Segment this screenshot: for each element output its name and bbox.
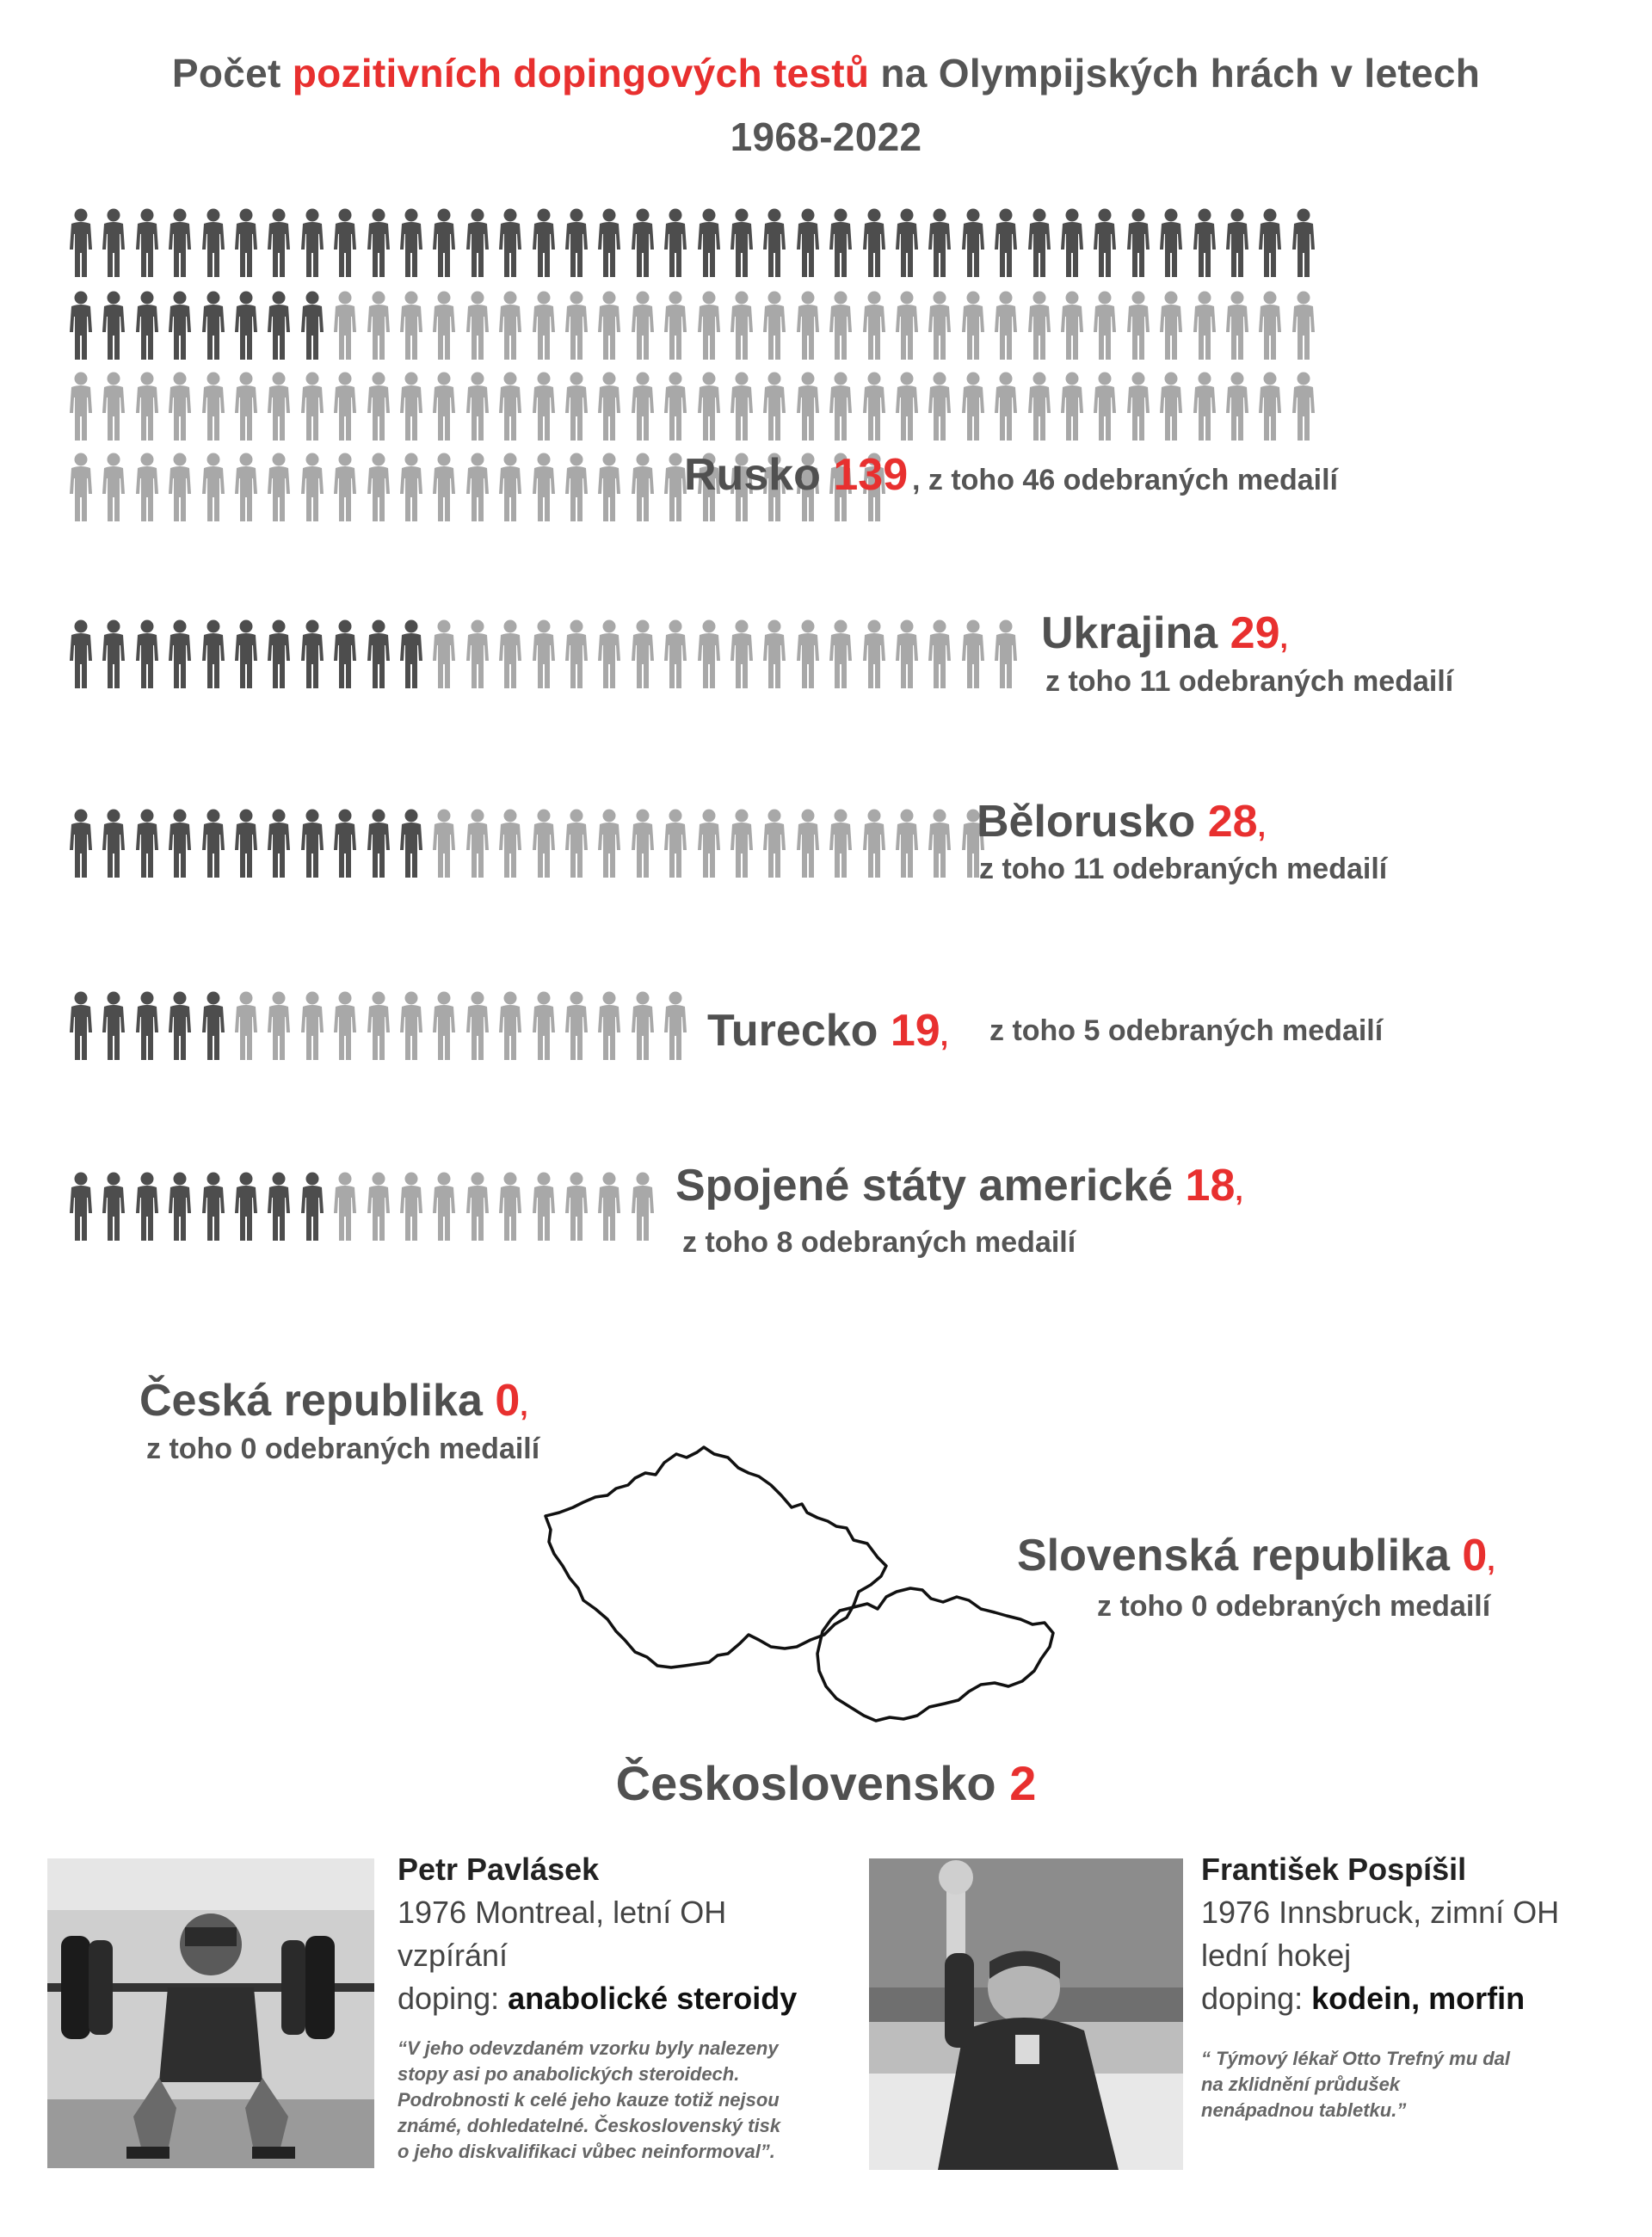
- person-icon-positive-test: [564, 809, 589, 878]
- label-usa: [675, 1160, 1243, 1217]
- icon-row-rusko-1: [69, 208, 1324, 277]
- person-icon-positive-test: [862, 809, 886, 878]
- person-icon-positive-test: [762, 619, 786, 688]
- label-russia: [684, 449, 908, 501]
- person-icon-medal-revoked: [69, 1172, 93, 1241]
- country-tests: 0: [495, 1376, 521, 1426]
- person-icon-medal-revoked: [1193, 208, 1217, 277]
- photo-weightlifter: [47, 1858, 374, 2168]
- person-icon-positive-test: [961, 291, 985, 360]
- person-icon-positive-test: [697, 372, 721, 441]
- person-icon-medal-revoked: [135, 208, 159, 277]
- person-icon-medal-revoked: [862, 208, 886, 277]
- country-tests: 0: [1462, 1531, 1488, 1581]
- czechoslovakia-title: [0, 1755, 1652, 1811]
- person-icon-positive-test: [928, 372, 952, 441]
- person-icon-positive-test: [300, 991, 324, 1060]
- person-icon-medal-revoked: [168, 619, 192, 688]
- person-icon-medal-revoked: [1225, 208, 1249, 277]
- person-icon-positive-test: [862, 372, 886, 441]
- person-icon-medal-revoked: [333, 208, 357, 277]
- person-icon-medal-revoked: [168, 208, 192, 277]
- person-icon-positive-test: [201, 372, 225, 441]
- person-icon-medal-revoked: [168, 809, 192, 878]
- hockey-illustration: [869, 1858, 1183, 2170]
- person-icon-positive-test: [333, 453, 357, 521]
- case2-name: František Pospíšil: [1201, 1852, 1467, 1887]
- sub-usa: z toho 8 odebraných medailí: [682, 1226, 1076, 1259]
- person-icon-positive-test: [432, 291, 456, 360]
- country-comma: ,: [940, 1020, 949, 1052]
- person-icon-positive-test: [697, 619, 721, 688]
- person-icon-medal-revoked: [961, 208, 985, 277]
- country-name: Ukrajina: [1041, 608, 1230, 658]
- person-icon-positive-test: [1225, 291, 1249, 360]
- person-icon-positive-test: [333, 991, 357, 1060]
- person-icon-positive-test: [498, 1172, 522, 1241]
- person-icon-positive-test: [631, 372, 655, 441]
- person-icon-medal-revoked: [333, 619, 357, 688]
- case2-quote-line-2: na zklidnění průdušek: [1201, 2074, 1401, 2095]
- person-icon-medal-revoked: [1159, 208, 1183, 277]
- person-icon-positive-test: [564, 619, 589, 688]
- person-icon-medal-revoked: [69, 991, 93, 1060]
- person-icon-positive-test: [796, 372, 820, 441]
- person-icon-positive-test: [367, 291, 391, 360]
- person-icon-positive-test: [532, 1172, 556, 1241]
- person-icon-positive-test: [532, 291, 556, 360]
- person-icon-medal-revoked: [399, 208, 423, 277]
- country-name: Rusko: [684, 450, 821, 500]
- person-icon-positive-test: [829, 809, 853, 878]
- person-icon-medal-revoked: [69, 619, 93, 688]
- person-icon-positive-test: [631, 291, 655, 360]
- sub-russia: , z toho 46 odebraných medailí: [912, 464, 1338, 496]
- person-icon-medal-revoked: [102, 291, 126, 360]
- person-icon-positive-test: [796, 619, 820, 688]
- case1-games: 1976 Montreal, letní OH: [398, 1895, 727, 1930]
- person-icon-positive-test: [498, 619, 522, 688]
- person-icon-positive-test: [1126, 291, 1150, 360]
- person-icon-medal-revoked: [333, 809, 357, 878]
- person-icon-positive-test: [597, 372, 621, 441]
- title-years: 1968-2022: [730, 114, 922, 159]
- case2-games: 1976 Innsbruck, zimní OH: [1201, 1895, 1560, 1930]
- icon-row-rusko-2: [69, 291, 1324, 360]
- person-icon-positive-test: [1060, 372, 1084, 441]
- person-icon-medal-revoked: [367, 208, 391, 277]
- person-icon-positive-test: [796, 291, 820, 360]
- chart-title: [86, 41, 1566, 169]
- case1-quote-line-4: známé, dohledatelné. Československý tisk: [398, 2115, 781, 2136]
- weightlifter-illustration: [47, 1858, 374, 2168]
- person-icon-positive-test: [498, 991, 522, 1060]
- person-icon-positive-test: [895, 291, 919, 360]
- person-icon-positive-test: [564, 453, 589, 521]
- person-icon-medal-revoked: [102, 1172, 126, 1241]
- person-icon-positive-test: [564, 372, 589, 441]
- person-icon-positive-test: [432, 372, 456, 441]
- country-comma: ,: [1279, 622, 1288, 655]
- person-icon-positive-test: [895, 619, 919, 688]
- doping-label: doping:: [1201, 1981, 1312, 2016]
- person-icon-medal-revoked: [135, 1172, 159, 1241]
- person-icon-positive-test: [1126, 372, 1150, 441]
- person-icon-positive-test: [994, 619, 1018, 688]
- person-icon-medal-revoked: [1060, 208, 1084, 277]
- person-icon-positive-test: [994, 291, 1018, 360]
- person-icon-medal-revoked: [895, 208, 919, 277]
- person-icon-medal-revoked: [201, 809, 225, 878]
- cs-tests: 2: [1009, 1756, 1037, 1810]
- person-icon-medal-revoked: [267, 809, 291, 878]
- person-icon-positive-test: [1093, 372, 1117, 441]
- person-icon-medal-revoked: [201, 208, 225, 277]
- person-icon-positive-test: [201, 453, 225, 521]
- person-icon-positive-test: [697, 809, 721, 878]
- person-icon-medal-revoked: [102, 809, 126, 878]
- person-icon-medal-revoked: [399, 809, 423, 878]
- person-icon-positive-test: [399, 1172, 423, 1241]
- person-icon-positive-test: [631, 1172, 655, 1241]
- case1-quote-line-2: stopy asi po anabolických steroidech.: [398, 2063, 740, 2085]
- person-icon-medal-revoked: [300, 619, 324, 688]
- person-icon-positive-test: [1193, 291, 1217, 360]
- icon-row-rusko-3: [69, 372, 1324, 441]
- country-tests: 18: [1185, 1161, 1236, 1211]
- person-icon-positive-test: [399, 991, 423, 1060]
- person-icon-positive-test: [663, 372, 687, 441]
- title-part1: Počet: [171, 51, 293, 96]
- person-icon-medal-revoked: [300, 208, 324, 277]
- sub-czech: z toho 0 odebraných medailí: [146, 1433, 540, 1465]
- person-icon-positive-test: [928, 619, 952, 688]
- case1-name: Petr Pavlásek: [398, 1852, 600, 1887]
- label-belarus: [977, 796, 1266, 853]
- person-icon-positive-test: [631, 619, 655, 688]
- person-icon-positive-test: [829, 619, 853, 688]
- sub-belarus: z toho 11 odebraných medailí: [979, 853, 1388, 885]
- doping-substance: kodein, morfin: [1311, 1981, 1526, 2016]
- person-icon-positive-test: [1258, 372, 1282, 441]
- person-icon-medal-revoked: [267, 208, 291, 277]
- person-icon-medal-revoked: [234, 1172, 258, 1241]
- person-icon-positive-test: [928, 291, 952, 360]
- person-icon-medal-revoked: [168, 291, 192, 360]
- title-highlight: pozitivních dopingových testů: [292, 51, 870, 96]
- slovakia-outline: [817, 1588, 1053, 1721]
- person-icon-positive-test: [1060, 291, 1084, 360]
- person-icon-positive-test: [465, 1172, 490, 1241]
- person-icon-positive-test: [730, 809, 754, 878]
- person-icon-positive-test: [498, 291, 522, 360]
- person-icon-positive-test: [1159, 372, 1183, 441]
- person-icon-positive-test: [267, 991, 291, 1060]
- doping-label: doping:: [398, 1981, 509, 2016]
- country-name: Spojené státy americké: [675, 1161, 1174, 1211]
- case1-quote-line-3: Podrobnosti k celé jeho kauze totiž nejsou: [398, 2089, 780, 2111]
- person-icon-positive-test: [762, 291, 786, 360]
- person-icon-positive-test: [102, 453, 126, 521]
- person-icon-medal-revoked: [697, 208, 721, 277]
- person-icon-positive-test: [862, 291, 886, 360]
- label-slovakia: [1017, 1530, 1495, 1587]
- cs-name: Československo: [615, 1756, 996, 1810]
- person-icon-medal-revoked: [201, 991, 225, 1060]
- person-icon-medal-revoked: [102, 991, 126, 1060]
- person-icon-positive-test: [597, 619, 621, 688]
- person-icon-positive-test: [1225, 372, 1249, 441]
- person-icon-positive-test: [762, 809, 786, 878]
- person-icon-positive-test: [300, 453, 324, 521]
- person-icon-medal-revoked: [399, 619, 423, 688]
- person-icon-positive-test: [267, 372, 291, 441]
- person-icon-positive-test: [367, 991, 391, 1060]
- person-icon-medal-revoked: [367, 809, 391, 878]
- person-icon-medal-revoked: [730, 208, 754, 277]
- person-icon-positive-test: [432, 809, 456, 878]
- sub-ukraine: z toho 11 odebraných medailí: [1045, 665, 1454, 698]
- case2-sport: lední hokej: [1201, 1938, 1352, 1973]
- person-icon-medal-revoked: [267, 291, 291, 360]
- person-icon-positive-test: [69, 453, 93, 521]
- person-icon-medal-revoked: [135, 291, 159, 360]
- label-czech: [139, 1375, 528, 1432]
- person-icon-medal-revoked: [168, 1172, 192, 1241]
- person-icon-medal-revoked: [300, 1172, 324, 1241]
- person-icon-positive-test: [1027, 291, 1051, 360]
- label-turkey: [707, 1005, 948, 1062]
- case2-quote-line-1: “ Týmový lékař Otto Trefný mu dal: [1201, 2048, 1511, 2069]
- person-icon-positive-test: [367, 453, 391, 521]
- person-icon-medal-revoked: [234, 809, 258, 878]
- person-icon-positive-test: [532, 809, 556, 878]
- person-icon-medal-revoked: [69, 291, 93, 360]
- person-icon-medal-revoked: [69, 208, 93, 277]
- person-icon-positive-test: [399, 453, 423, 521]
- person-icon-medal-revoked: [597, 208, 621, 277]
- person-icon-positive-test: [663, 809, 687, 878]
- person-icon-positive-test: [829, 372, 853, 441]
- person-icon-medal-revoked: [994, 208, 1018, 277]
- person-icon-positive-test: [399, 291, 423, 360]
- person-icon-positive-test: [532, 991, 556, 1060]
- person-icon-positive-test: [333, 1172, 357, 1241]
- person-icon-positive-test: [1093, 291, 1117, 360]
- person-icon-positive-test: [432, 619, 456, 688]
- person-icon-positive-test: [631, 991, 655, 1060]
- case1-sport: vzpírání: [398, 1938, 509, 1973]
- sub-slovakia: z toho 0 odebraných medailí: [1097, 1590, 1491, 1623]
- person-icon-positive-test: [234, 372, 258, 441]
- person-icon-positive-test: [597, 991, 621, 1060]
- person-icon-positive-test: [465, 619, 490, 688]
- person-icon-medal-revoked: [135, 619, 159, 688]
- country-comma: ,: [520, 1390, 528, 1422]
- person-icon-positive-test: [432, 991, 456, 1060]
- case1-doping: [398, 1977, 797, 2020]
- person-icon-medal-revoked: [1027, 208, 1051, 277]
- country-comma: ,: [1487, 1544, 1495, 1577]
- person-icon-positive-test: [432, 453, 456, 521]
- person-icon-positive-test: [928, 809, 952, 878]
- person-icon-positive-test: [961, 372, 985, 441]
- person-icon-positive-test: [300, 372, 324, 441]
- person-icon-positive-test: [796, 809, 820, 878]
- person-icon-medal-revoked: [234, 619, 258, 688]
- person-icon-medal-revoked: [168, 991, 192, 1060]
- person-icon-positive-test: [597, 291, 621, 360]
- person-icon-medal-revoked: [796, 208, 820, 277]
- person-icon-medal-revoked: [498, 208, 522, 277]
- person-icon-positive-test: [367, 372, 391, 441]
- person-icon-medal-revoked: [102, 619, 126, 688]
- person-icon-medal-revoked: [631, 208, 655, 277]
- person-icon-positive-test: [498, 453, 522, 521]
- person-icon-positive-test: [961, 619, 985, 688]
- country-name: Česká republika: [139, 1376, 483, 1426]
- label-ukraine: [1041, 607, 1288, 664]
- person-icon-positive-test: [333, 372, 357, 441]
- czech-slovak-map: [533, 1428, 1084, 1738]
- person-icon-medal-revoked: [829, 208, 853, 277]
- person-icon-positive-test: [532, 453, 556, 521]
- person-icon-positive-test: [432, 1172, 456, 1241]
- person-icon-positive-test: [597, 809, 621, 878]
- person-icon-medal-revoked: [532, 208, 556, 277]
- person-icon-medal-revoked: [300, 809, 324, 878]
- person-icon-positive-test: [895, 372, 919, 441]
- person-icon-positive-test: [498, 809, 522, 878]
- person-icon-medal-revoked: [267, 619, 291, 688]
- person-icon-positive-test: [697, 291, 721, 360]
- country-tests: 28: [1207, 797, 1258, 847]
- person-icon-positive-test: [465, 991, 490, 1060]
- country-comma: ,: [1257, 810, 1267, 843]
- person-icon-positive-test: [399, 372, 423, 441]
- person-icon-positive-test: [1291, 291, 1316, 360]
- person-icon-positive-test: [498, 372, 522, 441]
- person-icon-medal-revoked: [663, 208, 687, 277]
- person-icon-positive-test: [69, 372, 93, 441]
- czech-outline: [546, 1447, 886, 1667]
- person-icon-medal-revoked: [201, 291, 225, 360]
- country-tests: 19: [890, 1006, 940, 1056]
- person-icon-medal-revoked: [432, 208, 456, 277]
- person-icon-positive-test: [730, 372, 754, 441]
- country-name: Slovenská republika: [1017, 1531, 1450, 1581]
- person-icon-positive-test: [663, 991, 687, 1060]
- person-icon-medal-revoked: [564, 208, 589, 277]
- person-icon-medal-revoked: [300, 291, 324, 360]
- person-icon-positive-test: [465, 291, 490, 360]
- person-icon-medal-revoked: [135, 809, 159, 878]
- person-icon-medal-revoked: [762, 208, 786, 277]
- person-icon-positive-test: [564, 291, 589, 360]
- person-icon-medal-revoked: [201, 619, 225, 688]
- country-name: Bělorusko: [977, 797, 1196, 847]
- person-icon-positive-test: [994, 372, 1018, 441]
- person-icon-positive-test: [1291, 372, 1316, 441]
- case2-doping: [1201, 1977, 1525, 2020]
- person-icon-positive-test: [234, 991, 258, 1060]
- person-icon-positive-test: [663, 619, 687, 688]
- person-icon-positive-test: [1027, 372, 1051, 441]
- person-icon-medal-revoked: [234, 291, 258, 360]
- person-icon-positive-test: [532, 372, 556, 441]
- person-icon-positive-test: [135, 372, 159, 441]
- sub-turkey: z toho 5 odebraných medailí: [989, 1014, 1384, 1047]
- person-icon-medal-revoked: [234, 208, 258, 277]
- person-icon-medal-revoked: [1258, 208, 1282, 277]
- person-icon-positive-test: [564, 991, 589, 1060]
- country-name: Turecko: [707, 1006, 878, 1056]
- person-icon-positive-test: [663, 291, 687, 360]
- person-icon-positive-test: [862, 619, 886, 688]
- person-icon-medal-revoked: [201, 1172, 225, 1241]
- person-icon-positive-test: [168, 372, 192, 441]
- person-icon-positive-test: [730, 291, 754, 360]
- person-icon-positive-test: [597, 453, 621, 521]
- person-icon-positive-test: [1258, 291, 1282, 360]
- person-icon-medal-revoked: [928, 208, 952, 277]
- country-tests: 29: [1230, 608, 1280, 658]
- country-comma: ,: [1235, 1174, 1243, 1207]
- person-icon-positive-test: [730, 619, 754, 688]
- person-icon-positive-test: [168, 453, 192, 521]
- person-icon-medal-revoked: [1291, 208, 1316, 277]
- person-icon-positive-test: [762, 372, 786, 441]
- person-icon-positive-test: [135, 453, 159, 521]
- person-icon-positive-test: [267, 453, 291, 521]
- person-icon-positive-test: [465, 809, 490, 878]
- person-icon-positive-test: [564, 1172, 589, 1241]
- person-icon-positive-test: [829, 291, 853, 360]
- person-icon-positive-test: [895, 809, 919, 878]
- doping-substance: anabolické steroidy: [508, 1981, 798, 2016]
- case1-quote-line-1: “V jeho odevzdaném vzorku byly nalezeny: [398, 2037, 779, 2059]
- person-icon-positive-test: [1159, 291, 1183, 360]
- person-icon-positive-test: [333, 291, 357, 360]
- title-part2: na Olympijských hrách v letech: [869, 51, 1481, 96]
- person-icon-medal-revoked: [69, 809, 93, 878]
- person-icon-positive-test: [367, 1172, 391, 1241]
- person-icon-medal-revoked: [135, 991, 159, 1060]
- person-icon-positive-test: [532, 619, 556, 688]
- person-icon-positive-test: [631, 809, 655, 878]
- person-icon-medal-revoked: [267, 1172, 291, 1241]
- person-icon-positive-test: [631, 453, 655, 521]
- country-tests: 139: [833, 450, 909, 500]
- person-icon-positive-test: [597, 1172, 621, 1241]
- person-icon-positive-test: [234, 453, 258, 521]
- person-icon-medal-revoked: [367, 619, 391, 688]
- person-icon-positive-test: [465, 372, 490, 441]
- case2-quote-line-3: nenápadnou tabletku.”: [1201, 2099, 1407, 2121]
- person-icon-positive-test: [1193, 372, 1217, 441]
- person-icon-positive-test: [102, 372, 126, 441]
- person-icon-positive-test: [465, 453, 490, 521]
- person-icon-medal-revoked: [1093, 208, 1117, 277]
- person-icon-medal-revoked: [465, 208, 490, 277]
- photo-hockey-player: [869, 1858, 1183, 2170]
- person-icon-medal-revoked: [1126, 208, 1150, 277]
- person-icon-medal-revoked: [102, 208, 126, 277]
- case1-quote-line-5: o jeho diskvalifikaci vůbec neinformoval”.: [398, 2141, 775, 2162]
